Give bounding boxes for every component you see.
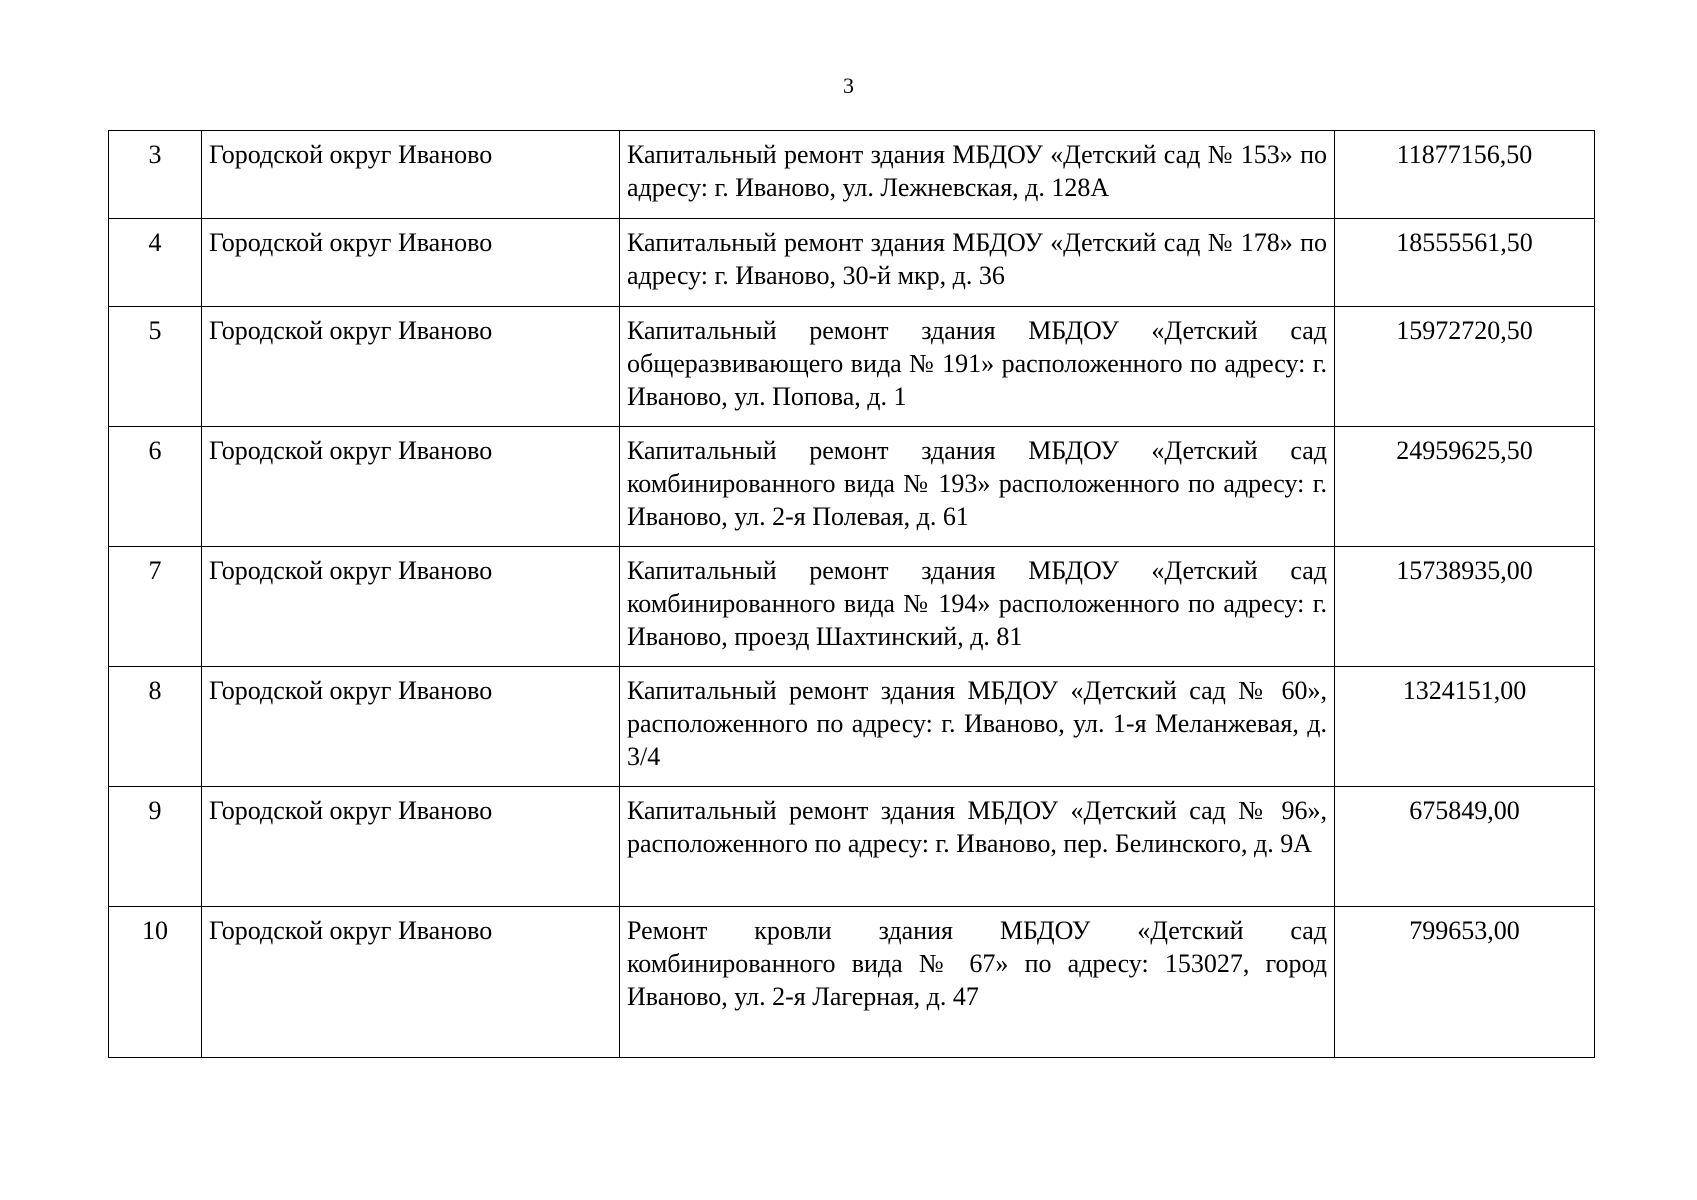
table-row — [109, 547, 1595, 667]
amount-cell: 24959625,50 — [1335, 427, 1595, 547]
table-row — [109, 307, 1595, 427]
work-description-cell: Капитальный ремонт здания МБДОУ «Детский сад № 96», расположенного по адресу: г. Иваново, пер. Белинского, д. 9А — [620, 787, 1335, 907]
table-row — [109, 787, 1595, 907]
row-number: 7 — [109, 547, 202, 667]
table-row — [109, 667, 1595, 787]
amount-cell: 1324151,00 — [1335, 667, 1595, 787]
amount-cell: 15972720,50 — [1335, 307, 1595, 427]
work-description-cell: Капитальный ремонт здания МБДОУ «Детский сад № 60», расположенного по адресу: г. Иваново, ул. 1-я Меланжевая, д. 3/4 — [620, 667, 1335, 787]
amount-cell: 18555561,50 — [1335, 219, 1595, 307]
work-description-cell: Капитальный ремонт здания МБДОУ «Детский сад № 178» по адресу: г. Иваново, 30-й мкр, д. 36 — [620, 219, 1335, 307]
work-description-cell: Ремонт кровли здания МБДОУ «Детский сад комбинированного вида № 67» по адресу: 153027, город Иваново, ул. 2-я Лагерная, д. 47 — [620, 907, 1335, 1058]
row-number: 3 — [109, 131, 202, 219]
amount-cell: 675849,00 — [1335, 787, 1595, 907]
page-number: 3 — [843, 73, 854, 98]
municipality-cell: Городской округ Иваново — [202, 307, 620, 427]
work-description-cell: Капитальный ремонт здания МБДОУ «Детский сад № 153» по адресу: г. Иваново, ул. Лежневская, д. 128А — [620, 131, 1335, 219]
municipality-cell: Городской округ Иваново — [202, 907, 620, 1058]
row-number: 9 — [109, 787, 202, 907]
row-number: 5 — [109, 307, 202, 427]
amount-cell: 799653,00 — [1335, 907, 1595, 1058]
work-description-cell: Капитальный ремонт здания МБДОУ «Детский сад комбинированного вида № 193» расположенного по адресу: г. Иваново, ул. 2-я Полевая, д. 61 — [620, 427, 1335, 547]
work-description-cell: Капитальный ремонт здания МБДОУ «Детский сад комбинированного вида № 194» расположенного по адресу: г. Иваново, проезд Шахтинский, д. 81 — [620, 547, 1335, 667]
table-row — [109, 131, 1595, 219]
amount-cell: 11877156,50 — [1335, 131, 1595, 219]
municipality-cell: Городской округ Иваново — [202, 667, 620, 787]
municipality-cell: Городской округ Иваново — [202, 427, 620, 547]
work-description-cell: Капитальный ремонт здания МБДОУ «Детский сад общеразвивающего вида № 191» расположенного по адресу: г. Иваново, ул. Попова, д. 1 — [620, 307, 1335, 427]
works-table — [108, 130, 1595, 1058]
row-number: 4 — [109, 219, 202, 307]
municipality-cell: Городской округ Иваново — [202, 787, 620, 907]
table-row — [109, 219, 1595, 307]
amount-cell: 15738935,00 — [1335, 547, 1595, 667]
table-row — [109, 427, 1595, 547]
municipality-cell: Городской округ Иваново — [202, 219, 620, 307]
municipality-cell: Городской округ Иваново — [202, 547, 620, 667]
row-number: 10 — [109, 907, 202, 1058]
row-number: 6 — [109, 427, 202, 547]
table-row — [109, 907, 1595, 1058]
row-number: 8 — [109, 667, 202, 787]
municipality-cell: Городской округ Иваново — [202, 131, 620, 219]
